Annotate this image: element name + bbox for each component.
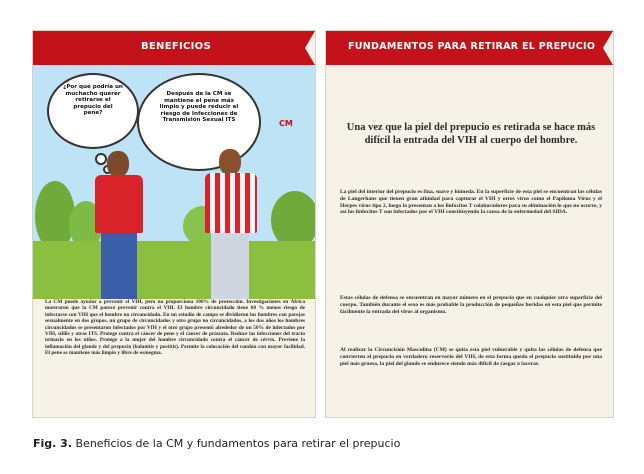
benefits-body-text: La CM puede ayudar a prevenir el VIH, pero no proporciona 100% de protección. Investigaciones en África mostraron que la CM parece prevenir contra el VIH. El hombre circuncidado tiene 60 % menos riesgo de infectarse con VIH que el hombre no circuncidado. En un estudio de campo se dividieron los hombres con parejas sexualmente en dos grupos, un grupo de circuncidados y otro grupo no circuncidados, a los dos años los hombres circuncidados se presentaron infectados por VIH y el otro grupo presentó alrededor de un 50% de infectados por VIH, sífilis y otras ITS. Protege contra el cáncer de pene y el cáncer de próstata. Reduce las infecciones del tracto urinario en los niños. Protege a la mujer del hombre circuncidado contra el cáncer de cérvix. Previene la inflamación del glande y del prepucio (balanitis y postitis). Permite la colocación del condón con mayor facilidad. El pene se mantiene más limpio y libre de esmegma.	[45, 299, 305, 357]
question-speech-bubble	[47, 73, 139, 149]
fundamentals-paragraph-2: Estas células de defensa se encuentran en mayor número en el prepucio que en cualquier otra superficie del cuerpo. También durante el sexo es más probable la producción de pequeñas heridas en esta piel que permite fácilmente la entrada del virus al organismo.	[340, 295, 602, 315]
fundamentals-headline: Una vez que la piel del prepucio es retirada se hace más difícil la entrada del VIH al cuerpo del hombre.	[346, 122, 596, 146]
benefits-banner	[33, 31, 315, 65]
benefits-panel	[32, 30, 316, 418]
illustration-grass	[33, 241, 315, 299]
figure-caption-text: Beneficios de la CM y fundamentos para retirar el prepucio	[75, 437, 401, 450]
young-man-head	[107, 151, 129, 177]
figure-caption-label: Fig. 3.	[33, 437, 72, 450]
jeans	[101, 233, 137, 299]
answer-bubble-text: Después de la CM se mantiene el pene más limpio y puede reducir el riesgo de Infecciones de Transmisión Sexual ITS	[159, 91, 239, 123]
light-trousers	[211, 233, 249, 299]
question-bubble-text: ¿Por qué podría un muchacho querer retirarse el prepucio del pene?	[63, 84, 123, 116]
young-man-figure	[93, 151, 149, 301]
banner-notch	[603, 31, 613, 65]
benefits-banner-title: BENEFICIOS	[141, 41, 211, 52]
fundamentals-panel	[325, 30, 614, 418]
figure-caption	[33, 437, 400, 450]
fundamentals-banner	[326, 31, 613, 65]
adult-man-figure	[201, 149, 261, 301]
red-shirt	[95, 175, 143, 233]
fundamentals-banner-title: FUNDAMENTOS PARA RETIRAR EL PREPUCIO	[348, 41, 596, 52]
fundamentals-paragraph-3: Al realizar la Circuncisión Masculina (CM) se quita esta piel vulnerable y quita las células de defensa que convierten al prepucio en verdadero reservorio del VIH, de esta forma queda el prepucio sustituido por una piel más gruesa, la piel del glande se endurece siendo más difícil de rasgar o lacerar.	[340, 347, 602, 367]
striped-shirt	[205, 173, 257, 233]
banner-notch	[305, 31, 315, 65]
cm-tag: CM	[279, 119, 293, 128]
fundamentals-paragraph-1: La piel del interior del prepucio es fina, suave y húmeda. En la superficie de esta piel se encuentran las células de Langerhans que tienen gran afinidad para capturar el VIH y otros virus como el Papiloma Virus y el Herpes virus tipo 2, luego lo presentan a los linfocitos T colaboradores para su eliminación lo que no ocurre, y así los linfocitos T son infectados por el VIH constituyendo la causa de la enfermedad del SIDA.	[340, 189, 602, 216]
adult-man-head	[219, 149, 241, 175]
